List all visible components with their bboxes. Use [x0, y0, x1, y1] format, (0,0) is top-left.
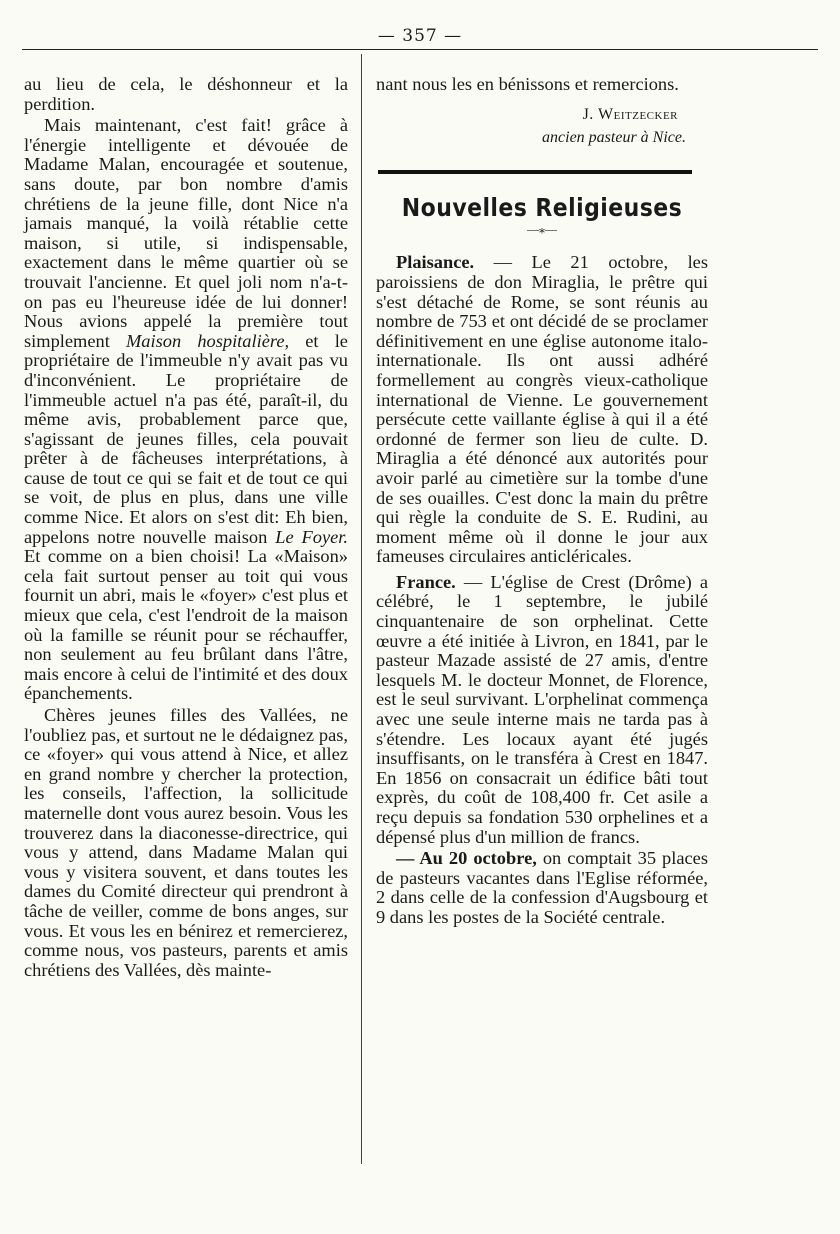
page-number: — 357 —	[377, 26, 463, 46]
left-column	[24, 75, 348, 980]
paragraph-foyer-end: Et comme on a bien choisi! La «Maison» cela fait surtout penser au toit qui vous fournit un abri, mais le «foyer» c'est plus et mieux que cela, c'est l'endroit de la maison où la famille se réunit pour se réchauffer, non seulement au feu brûlant dans l'âtre, mais encore à celui de l'intimité et des doux épanchements.	[24, 546, 348, 704]
news-item-lead: Plaisance.	[396, 252, 475, 273]
news-item	[376, 849, 708, 927]
signature-title: ancien pasteur à Nice.	[542, 129, 686, 147]
news-item	[376, 573, 708, 847]
section-title: Nouvelles Religieuses	[401, 192, 683, 222]
maison-hospitaliere-text: Maison hospitalière,	[125, 330, 290, 351]
paragraph-continuation: au lieu de cela, le déshonneur et la perdition.	[24, 74, 348, 114]
section-rule	[372, 170, 692, 174]
news-item-text: — L'église de Crest (Drôme) a célébré, le 1 septembre, le jubilé cinquantenaire de son orphelinat. Cette œuvre a été initiée à Livron, en 1841, par le pasteur Mazade assisté de 27 amis, d'entre lesquels M. le docteur Monnet, de Florence, est le seul survivant. L'orphelinat commença avec une seule interne mais ne tarda pas à s'étendre. Les locaux ayant été jugés insuffisants, on le transféra à Crest en 1847. En 1856 on consacrait un édifice bâti tout exprès, du coût de 108,400 fr. Cet asile a reçu depuis sa fondation 530 orphelines et a dépensé plus d'un million de francs.	[376, 571, 708, 847]
news-item-lead: France.	[396, 571, 456, 592]
news-item-text: — Le 21 octobre, les paroissiens de don Miraglia, le prêtre qui s'est détaché de Rome, se sont réunis au nombre de 753 et ont décidé de se proclamer définitivement en une église autonome italo-internationale. Ils ont aussi adhéré formellement au congrès vieux-catholique international de Vienne. Le gouvernement persécute cette vaillante église à qui il a été ordonné de fermer son lieu de culte. D. Miraglia a été dénoncé aux autorités pour avoir parlé au cimetière sur la tombe d'une de ses ouailles. C'est donc la main du prêtre qui règle la conduite de S. E. Rudini, au moment même où il donne le jour aux fameuses circulaires anticléricales.	[376, 252, 708, 567]
signature-name: J. Weitzecker	[582, 105, 678, 123]
ornament-divider: —⁎—	[527, 222, 557, 237]
paragraph-foyer-middle: et le propriétaire de l'immeuble n'y avait pas vu d'inconvénient. Le propriétaire de l'immeuble actuel n'a pas été, paraît-il, du même avis, probablement parce que, s'agissant de jeunes filles, cela pouvait prêter à de fâcheuses interprétations, à cause de tout ce qui se fait et de tout ce qui se voit, de plus en plus, dans une ville comme Nice. Et alors on s'est dit: Eh bien, appelons notre nouvelle maison	[24, 330, 348, 547]
news-item-lead: — Au 20 octobre,	[396, 848, 537, 869]
news-item-text: on comptait 35 places de pasteurs vacantes dans l'Eglise réformée, 2 dans celle de la confession d'Augsbourg et 9 dans les postes de la Société centrale.	[376, 848, 708, 927]
column-divider	[361, 54, 362, 1164]
right-column	[376, 75, 708, 928]
paragraph-foyer-start: Mais maintenant, c'est fait! grâce à l'énergie intelligente et dévouée de Madame Malan, encouragée et soutenue, sans doute, par bon nombre d'amis chrétiens de la jeune fille, dont Nice n'a jamais manqué, la voilà rétablie cette maison, si utile, si indispensable, exactement dans le même quartier où se trouvait l'ancienne. Et quel joli nom n'a-t-on pas eu l'heureuse idée de lui donner! Nous avions appelé la première tout simplement	[24, 115, 348, 351]
le-foyer-text: Le Foyer.	[275, 526, 348, 547]
news-item	[376, 253, 708, 567]
paragraph-foyer	[24, 116, 348, 704]
paragraph-appeal: Chères jeunes filles des Vallées, ne l'oubliez pas, et surtout ne le dédaignez pas, ce «foyer» qui vous attend à Nice, et allez en grand nombre y chercher la protection, les conseils, l'affection, la sollicitude maternelle dont vous aurez besoin. Vous les trouverez dans la diaconesse-directrice, qui vous y attend, dans Madame Malan qui vous y visitera souvent, et dans toutes les dames du Comité directeur qui prendront à tâche de veiller, comme de bons anges, sur vous. Et vous les en bénirez et remercierez, comme nous, vos pasteurs, parents et amis chrétiens des Vallées, dès mainte-	[24, 705, 348, 980]
paragraph-continuation-right: nant nous les en bénissons et remercions.	[376, 74, 679, 94]
header-rule	[22, 49, 818, 50]
